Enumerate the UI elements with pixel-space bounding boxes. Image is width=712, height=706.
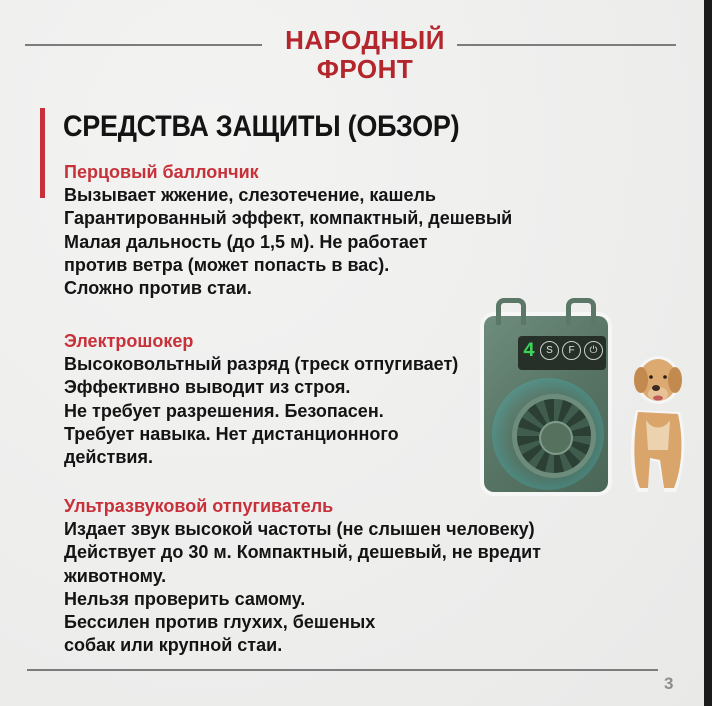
section-ultrasonic-repeller [64,495,541,658]
section-line: Эффективно выводит из строя. [64,377,351,398]
section-line: Сложно против стаи. [64,278,252,299]
device-display-digit: 4 [523,340,536,363]
section-line: Нельзя проверить самому. [64,588,306,609]
section-line: Гарантированный эффект, компактный, дешевый [64,208,513,229]
section-line: против ветра (может попасть в вас). [64,254,390,275]
repeller-and-dog-image [478,294,704,504]
s-mode-icon: S [540,341,559,360]
device-control-panel [518,336,606,370]
speaker-grille-icon [512,394,596,478]
brand-logo [270,26,460,84]
section-pepper-spray [64,161,512,300]
dog-icon [624,350,696,498]
page-title: СРЕДСТВА ЗАЩИТЫ (ОБЗОР) [63,110,460,143]
title-accent-bar [40,108,45,198]
section-heading: Перцовый баллончик [64,162,259,182]
section-line: животному. [64,565,167,586]
footer-rule [27,669,658,671]
section-line: Издает звук высокой частоты (не слышен человеку) [64,519,535,539]
section-stun-gun [64,330,458,469]
header-rule-right [457,44,676,46]
section-line: Требует навыка. Нет дистанционного [64,423,399,444]
section-heading: Ультразвуковой отпугиватель [64,496,334,516]
speaker-hub [539,421,573,455]
header-rule-left [25,44,262,46]
logo-line-2: ФРОНТ [316,54,414,84]
page-number: 3 [664,674,674,693]
section-line: Действует до 30 м. Компактный, дешевый, не вредит [64,542,541,563]
device-hook [566,298,596,325]
power-icon: ⏻ [584,341,603,360]
section-line: Высоковольтный разряд (треск отпугивает) [64,354,459,374]
logo-line-1: НАРОДНЫЙ [285,25,445,55]
section-line: Бессилен против глухих, бешеных [64,612,376,633]
device-hook [496,298,526,325]
section-line: Не требует разрешения. Безопасен. [64,400,384,421]
section-line: действия. [64,447,153,468]
section-line: Вызывает жжение, слезотечение, кашель [64,185,436,205]
f-mode-icon: F [562,341,581,360]
section-line: собак или крупной стаи. [64,635,283,656]
section-line: Малая дальность (до 1,5 м). Не работает [64,231,428,252]
section-heading: Электрошокер [64,331,194,351]
screen-edge [704,0,712,706]
ultrasonic-device-image [484,316,608,492]
